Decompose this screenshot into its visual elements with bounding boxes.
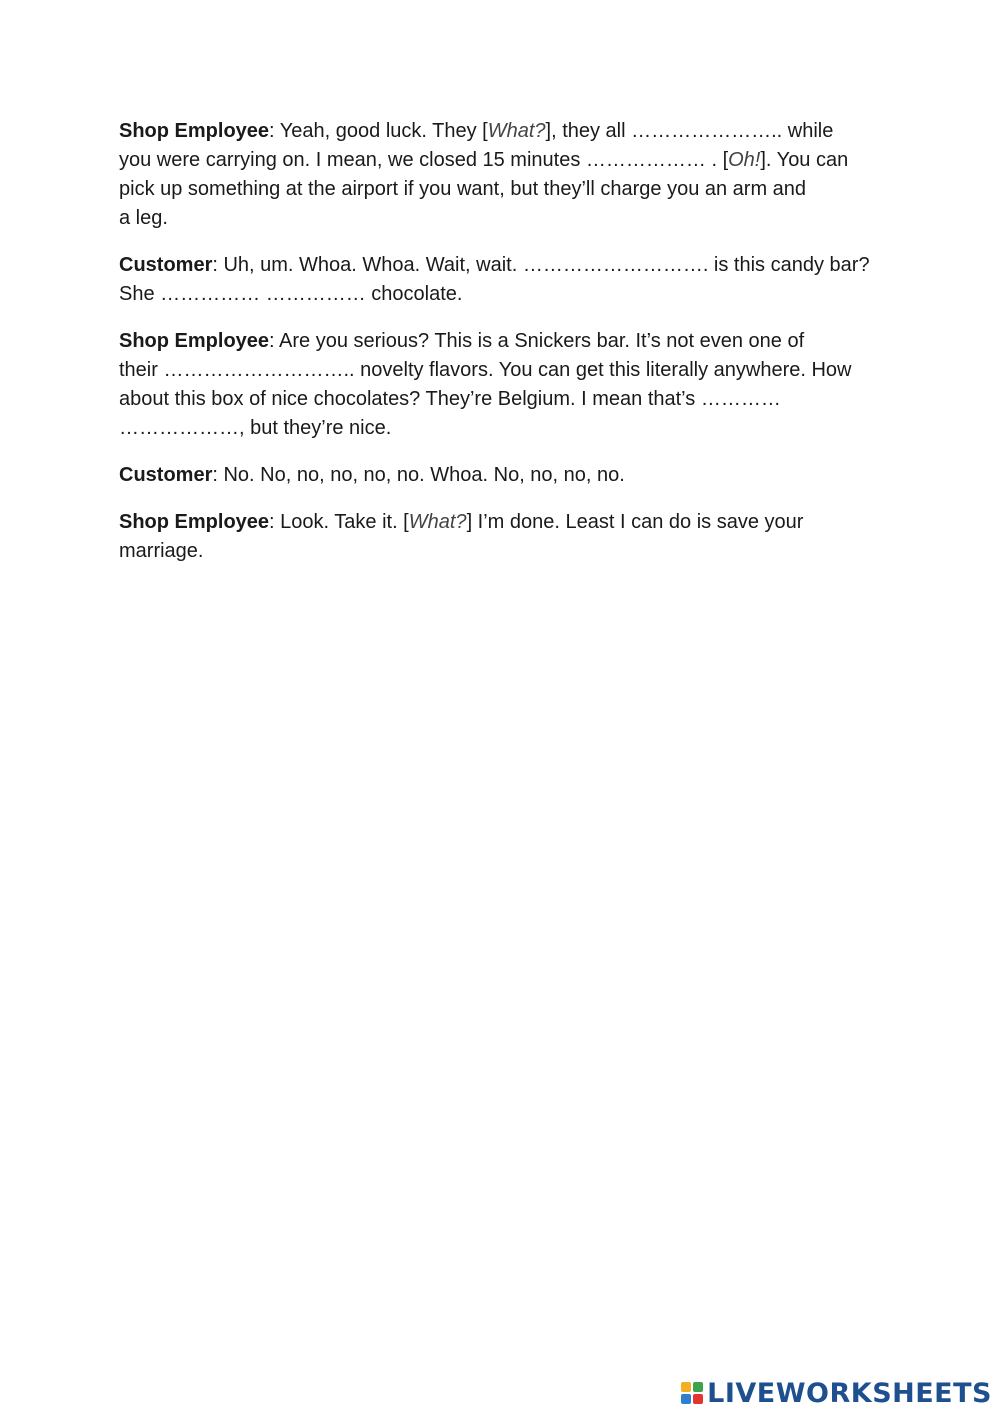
- liveworksheets-logo[interactable]: [681, 1377, 992, 1409]
- dialogue-paragraph-1: [119, 117, 889, 233]
- dialogue-text: their ……………………….. novelty flavors. You can get this literally anywhere. How: [119, 359, 852, 381]
- dialogue-text: pick up something at the airport if you want, but they’ll charge you an arm and: [119, 178, 807, 200]
- dialogue-text: : No. No, no, no, no, no. Whoa. No, no, no, no.: [212, 464, 625, 486]
- dialogue-text: : Yeah, good luck. They [: [269, 120, 488, 142]
- interjection: What?: [487, 120, 546, 142]
- logo-grid-icon: [681, 1382, 703, 1404]
- dialogue-text: you were carrying on. I mean, we closed 15 minutes ……………… . [: [119, 149, 729, 171]
- speaker-name: Customer: [119, 464, 213, 486]
- logo-text: LIVEWORKSHEETS: [707, 1377, 992, 1409]
- dialogue-paragraph-3: [119, 327, 889, 443]
- speaker-name: Shop Employee: [119, 330, 270, 352]
- dialogue-text: : Look. Take it. [: [269, 511, 409, 533]
- speaker-name: Customer: [119, 254, 213, 276]
- dialogue-paragraph-5: [119, 508, 889, 566]
- dialogue-text: She …………… …………… chocolate.: [119, 283, 463, 305]
- dialogue-line: [119, 146, 889, 175]
- dialogue-paragraph-2: [119, 251, 889, 309]
- interjection: What?: [408, 511, 467, 533]
- dialogue-text: ]. You can: [760, 149, 849, 171]
- worksheet-text: [119, 117, 889, 584]
- dialogue-text: a leg.: [119, 207, 168, 229]
- dialogue-text: : Are you serious? This is a Snickers bar. It’s not even one of: [269, 330, 805, 352]
- logo-square: [681, 1382, 691, 1392]
- logo-square: [681, 1394, 691, 1404]
- dialogue-text: ] I’m done. Least I can do is save your: [466, 511, 804, 533]
- logo-square: [693, 1394, 703, 1404]
- dialogue-text: ………………, but they’re nice.: [119, 417, 392, 439]
- dialogue-text: about this box of nice chocolates? They’re Belgium. I mean that’s …………: [119, 388, 781, 410]
- logo-square: [693, 1382, 703, 1392]
- speaker-name: Shop Employee: [119, 120, 270, 142]
- dialogue-text: marriage.: [119, 540, 204, 562]
- speaker-name: Shop Employee: [119, 511, 270, 533]
- dialogue-paragraph-4: [119, 461, 889, 490]
- dialogue-text: : Uh, um. Whoa. Whoa. Wait, wait. ………………………. is this candy bar?: [212, 254, 870, 276]
- interjection: Oh!: [728, 149, 761, 171]
- dialogue-text: ], they all ………………….. while: [545, 120, 834, 142]
